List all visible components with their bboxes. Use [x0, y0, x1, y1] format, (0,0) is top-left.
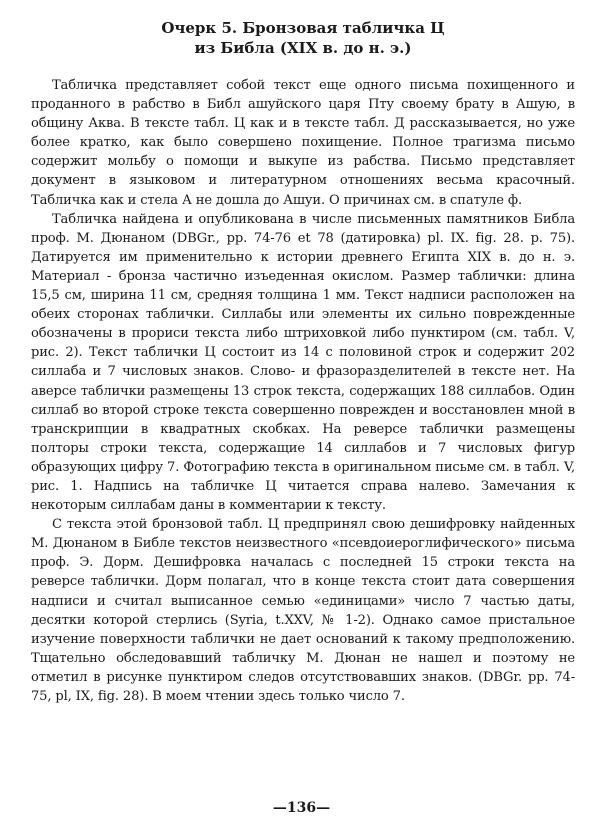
- chapter-title-line-1: Очерк 5. Бронзовая табличка Ц: [161, 19, 445, 37]
- document-page: [31, 18, 575, 706]
- page-number: —136—: [272, 800, 331, 816]
- paragraph-1: Табличка представляет собой текст еще одного письма похищенного и проданного в рабство в Библ ашуйского царя Пту своему брату в Ашую, в общину Аква. В тексте табл. Ц как и в тексте табл. Д рассказывается, но уже более кратко, как было совершено похищение. Полное трагизма письмо содержит мольбу о помощи и выкупе из рабства. Письмо представляет документ в языковом и литературном отношениях весьма красочный. Табличка как и стела А не дошла до Ашуи. О причинах см. в спатуле ф.: [31, 78, 575, 208]
- paragraph-2: Табличка найдена и опубликована в числе письменных памятников Библа проф. М. Дюнаном (DBGr., pp. 74-76 et 78 (датировка) pl. IX. fig. 28. p. 75). Датируется им применительно к истории древнего Египта XIX в. до н. э. Материал - бронза частично изъеденная окислом. Размер таблички: длина 15,5 см, ширина 11 см, средняя толщина 1 мм. Текст надписи расположен на обеих сторонах таблички. Силлабы или элементы их сильно поврежденные обозначены в прориси текста либо штриховкой либо пунктиром (см. табл. V, рис. 2). Текст таблички Ц состоит из 14 с половиной строк и содержит 202 силлаба и 7 числовых знаков. Слово- и фразоразделителей в тексте нет. На аверсе таблички размещены 13 строк текста, содержащих 188 силлабов. Один силлаб во второй строке текста совершенно поврежден и восстановлен мной в транскрипции в квадратных скобках. На реверсе таблички размещены полторы строки текста, содержащие 14 силлабов и 7 числовых фигур образующих цифру 7. Фотографию текста в оригинальном письме см. в табл. V, рис. 1. Надпись на табличке Ц читается справа налево. Замечания к некоторым силлабам даны в комментарии к тексту.: [31, 211, 575, 514]
- paragraph-3: С текста этой бронзовой табл. Ц предпринял свою дешифровку найденных М. Дюнаном в Библе текстов неизвестного «псевдоиероглифического» письма проф. Э. Дорм. Дешифровка началась с последней 15 строки текста на реверсе таблички. Дорм полагал, что в конце текста стоит дата совершения надписи и считал выписанное семью «единицами» число 7 частью даты, десятки которой стерлись (Syria, t.XXV, № 1-2). Однако самое пристальное изучение поверхности таблички не дает оснований к такому предположению. Тщательно обследовавший табличку М. Дюнан не нашел и поэтому не отметил в рисунке пунктиром следов отсутствовавших знаков. (DBGr. pp. 74-75, pl, IX, fig. 28). В моем чтении здесь только число 7.: [31, 517, 575, 704]
- chapter-title: [31, 18, 575, 58]
- chapter-title-line-2: из Библа (XIX в. до н. э.): [194, 39, 412, 57]
